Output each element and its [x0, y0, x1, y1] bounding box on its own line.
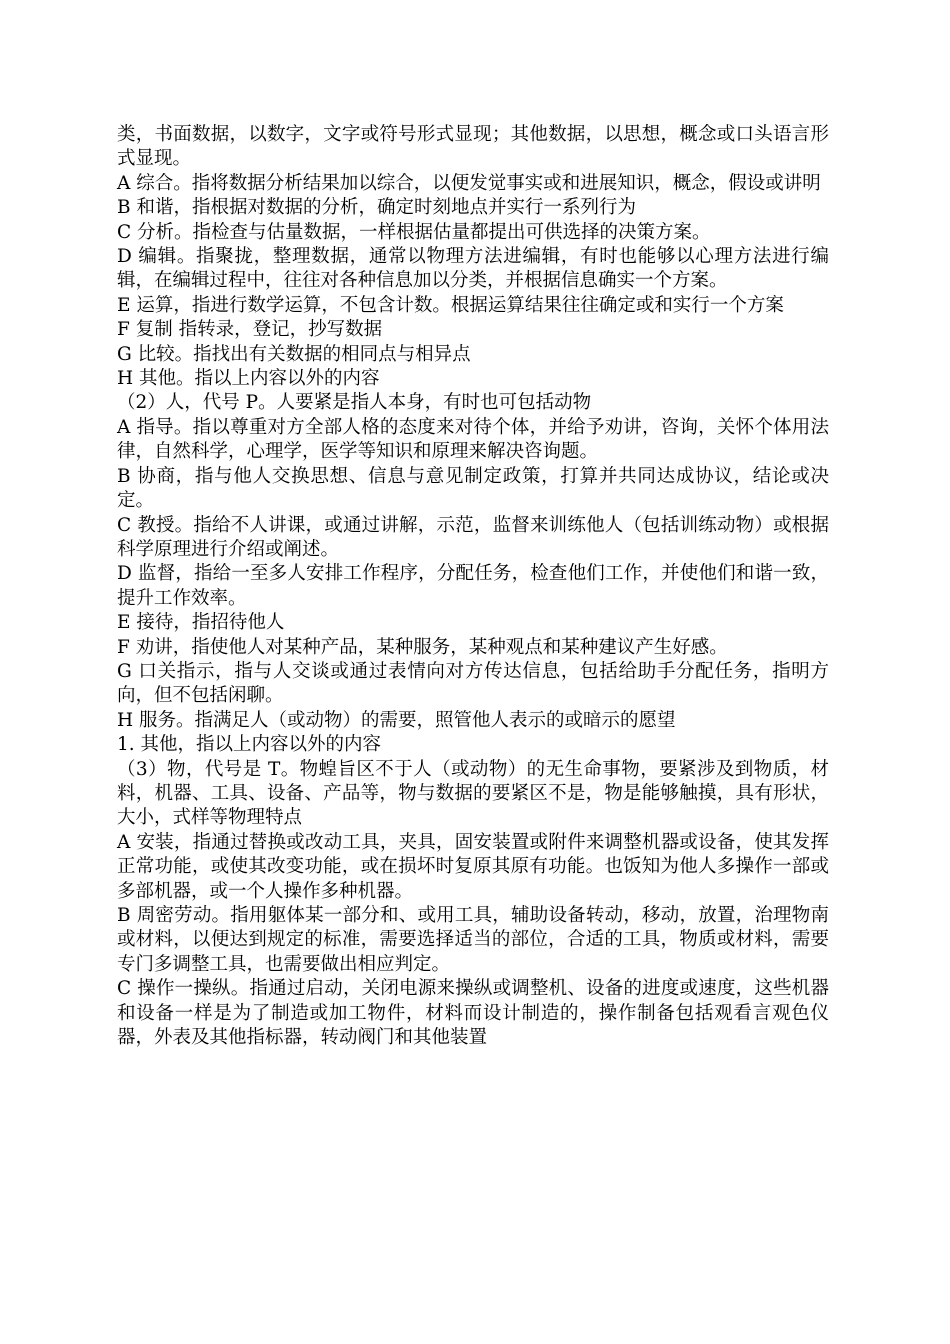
paragraph-people-d-supervising: D 监督，指给一至多人安排工作程序，分配任务，检查他们工作，并使他们和谐一致，提升工作效率。 [117, 563, 829, 609]
paragraph-things-heading: （3）物，代号是 T。物蝗旨区不于人（或动物）的无生命事物，要紧涉及到物质，材料，机器、工具、设备、产品等，物与数据的要紧区不是，物是能够触摸，具有形状，大小，式样等物理特点 [117, 758, 829, 829]
paragraph-data-a-synthesis: A 综合。指将数据分析结果加以综合，以便发觉事实或和进展知识，概念，假设或讲明 [117, 172, 821, 194]
paragraph-people-a-mentoring: A 指导。指以尊重对方全部人格的态度来对待个体，并给予劝讲，咨询，关怀个体用法律，自然科学，心理学，医学等知识和原理来解决咨询题。 [117, 416, 829, 463]
paragraph-data-h-other: H 其他。指以上内容以外的内容 [117, 368, 380, 390]
paragraph-people-b-negotiating: B 协商，指与他人交换思想、信息与意见制定政策，打算并共同达成协议，结论或决定。 [117, 465, 829, 512]
paragraph-people-h-serving: H 服务。指满足人（或动物）的需要，照管他人表示的或暗示的愿望 [117, 709, 676, 731]
paragraph-data-g-comparing: G 比较。指找出有关数据的相同点与相异点 [117, 343, 471, 365]
paragraph-people-g-signaling: G 口关指示，指与人交谈或通过表情向对方传达信息，包括给助手分配任务，指明方向，但不包括闲聊。 [117, 660, 829, 707]
paragraph-data-f-copying: F 复制 指转录，登记，抄写数据 [117, 319, 383, 341]
paragraph-data-types-continued: 类，书面数据，以数字，文字或符号形式显现；其他数据，以思想，概念或口头语言形式显现。 [117, 124, 829, 170]
paragraph-people-f-persuading: F 劝讲，指使他人对某种产品，某种服务，某种观点和某种建议产生好感。 [117, 636, 728, 658]
paragraph-things-a-setting-up: A 安装，指通过替换或改动工具，夹具，固安装置或附件来调整机器或设备，使其发挥正常功能，或使其改变功能，或在损坏时复原其原有功能。也饭知为他人多操作一部或多部机器，或一个人操作多种机器。 [117, 831, 829, 902]
paragraph-people-other: 1. 其他，指以上内容以外的内容 [117, 734, 382, 756]
paragraph-data-d-compiling: D 编辑。指聚拢，整理数据，通常以物理方法进编辑，有时也能够以心理方法进行编辑，在编辑过程中，往往对各种信息加以分类，并根据信息确实一个方案。 [117, 246, 829, 292]
paragraph-data-c-analysis: C 分析。指检查与估量数据，一样根据估量都提出可供选择的决策方案。 [117, 221, 711, 243]
paragraph-data-b-coordination: B 和谐，指根据对数据的分析，确定时刻地点并实行一系列行为 [117, 197, 636, 219]
document-body [117, 123, 829, 1050]
paragraph-data-e-computing: E 运算，指进行数学运算，不包含计数。根据运算结果往往确定或和实行一个方案 [117, 294, 784, 316]
paragraph-people-e-receiving: E 接待，指招待他人 [117, 612, 285, 634]
paragraph-things-b-precision-work: B 周密劳动。指用躯体某一部分和、或用工具，辅助设备转动，移动，放置，治理物南或材料，以便达到规定的标准，需要选择适当的部位，合适的工具，物质或材料，需要专门多调整工具，也需要做出相应判定。 [117, 905, 829, 975]
paragraph-things-c-operating-controlling: C 操作一操纵。指通过启动，关闭电源来操纵或调整机、设备的进度或速度，这些机器和设备一样是为了制造或加工物件，材料而设计制造的，操作制备包括观看言观色仪器，外表及其他指标器，转动阀门和其他装置 [117, 978, 829, 1049]
paragraph-people-c-instructing: C 教授。指给不人讲课，或通过讲解，示范，监督来训练他人（包括训练动物）或根据科学原理进行介绍或阐述。 [117, 514, 829, 560]
paragraph-people-heading: （2）人，代号 P。人要紧是指人本身，有时也可包括动物 [117, 392, 592, 414]
